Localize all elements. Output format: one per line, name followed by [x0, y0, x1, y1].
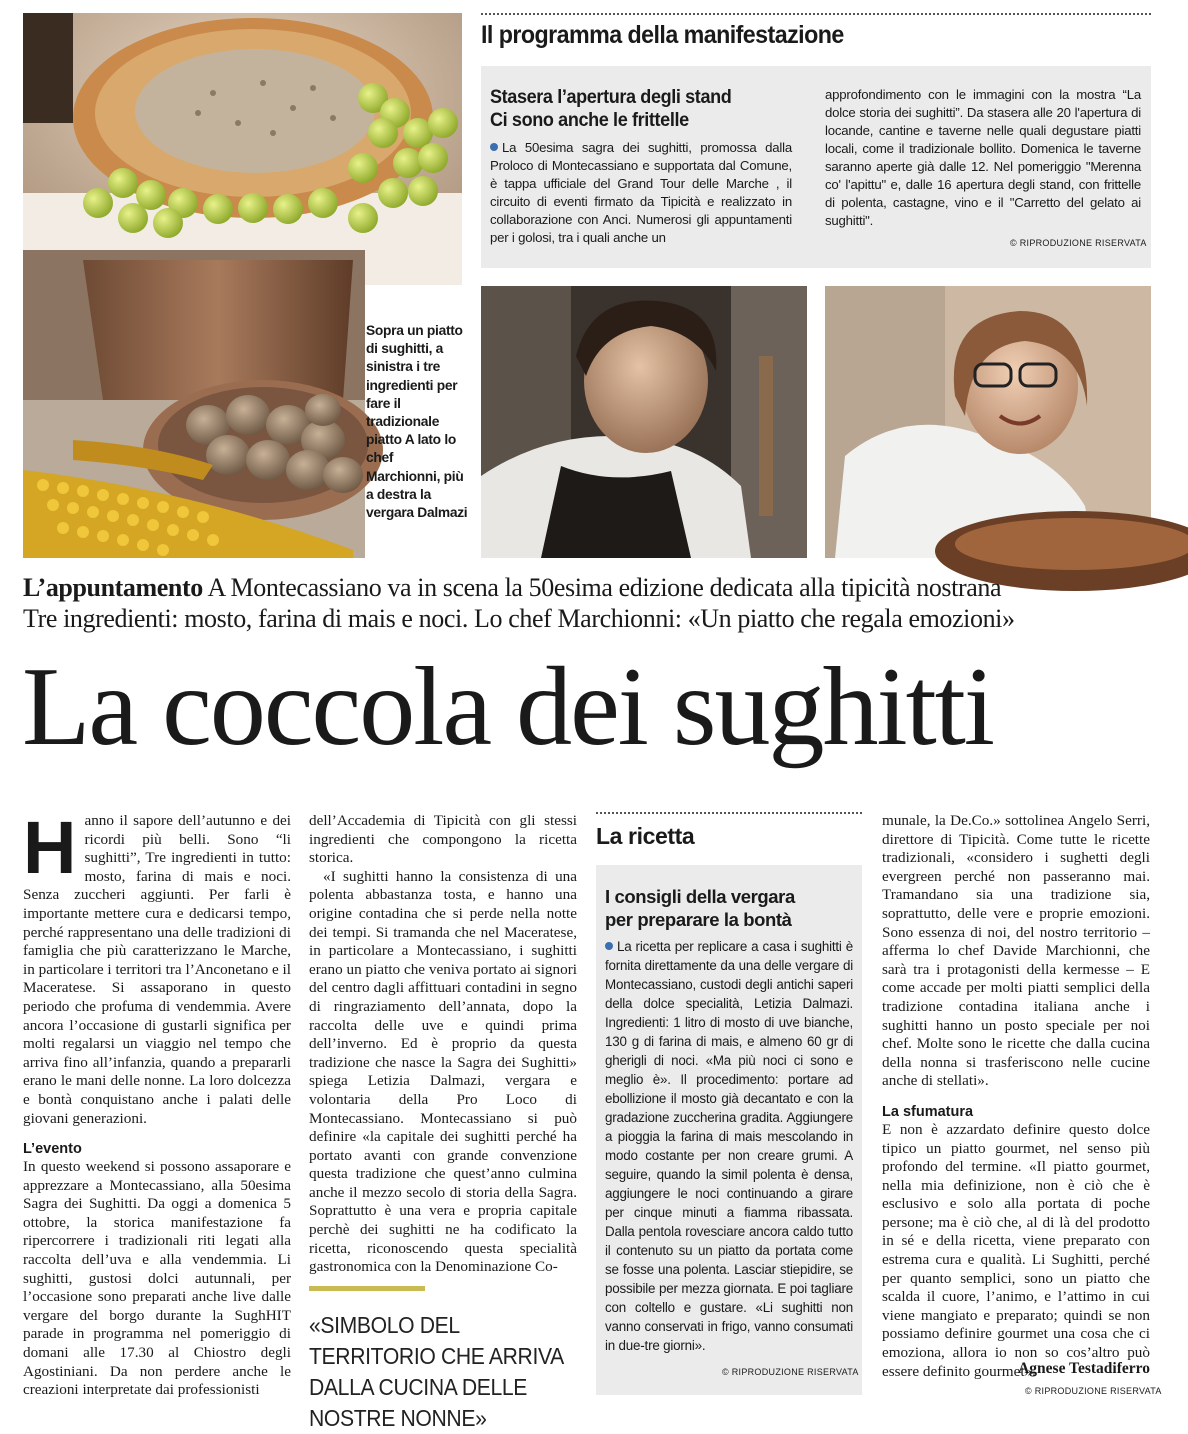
article-col2-p1: dell’Accademia di Tipicità con gli stessi ingredienti che compongono la ricetta storica. — [309, 812, 577, 867]
headline: La coccola dei sughitti — [22, 645, 993, 769]
kicker-label: L’appuntamento — [23, 573, 203, 602]
recipe-copyright: © RIPRODUZIONE RISERVATA — [722, 1367, 859, 1377]
program-heading-rule — [481, 13, 1151, 15]
program-subheading-line-2: Ci sono anche le frittelle — [490, 110, 689, 131]
article-column-2 — [309, 812, 577, 1277]
article-col4-p1: munale, la De.Co.» sottolinea Angelo Serri, direttore di Tipicità. Come tutte le ricette tradizionali, «considero i sughetti degli evergreen perché non passeranno mai. Tramandano sia una tradizione sia, soprattutto, delle vere e proprie emozioni. Sono essenza di noi, del nostro territorio – afferma lo chef Davide Marchionni, che sarà tra i protagonisti della kermesse – E come accade per molti piatti semplici della tradizione contadina italiana anche i sughitti hanno un posto speciale per noi chef. Molte sono le ricette che dalla cucina della nonna si trasferiscono nelle cucine anche di stellati». — [882, 812, 1150, 1090]
photo-ingredients — [23, 250, 365, 558]
photo-caption: Sopra un piatto di sughitti, a sinistra i tre ingredienti per fare il tradizionale piatto A lato lo chef Marchionni, più a destra la vergara Dalmazi — [366, 323, 468, 521]
article-col4-p2: E non è azzardato definire questo dolce tipico un piatto gourmet, nel senso più profondo del termine. «Il piatto gourmet, nella mia definizione, non è ciò che è esclusivo e solo alla portata di poche persone; ma è ciò che, al di là del prodotto in sé e della ricetta, viene preparato con estrema cura e qualità. Li Sughitti, perché per quanto semplici, sono un piatto che scalda il cuore, l’animo, e l’attimo in cui viene mangiato e preparato; quindi se non possiamo definire gourmet una cosa che ci emoziona, allora io non so cos’altro può essere definito gourmet». — [882, 1120, 1150, 1380]
quote-accent-bar — [309, 1286, 425, 1291]
bullet-icon — [605, 942, 613, 950]
recipe-text-body: La ricetta per replicare a casa i sughitti è fornita direttamente da una delle vergare di Montecassiano, custodi degli antichi saperi della dolce specialità, Letizia Dalmazi. Ingredienti: 1 litro di mosto di uve bianche, 130 g di farina di mais, e almeno 60 gr di gherigli di noci. «Ma più noci ci sono e meglio è». Il procedimento: portare ad ebollizione il mosto già decantato e con la gradazione zuccherina gradita. Aggiungere a pioggia la farina di mais mescolando in modo costante per non creare grumi. A seguire, quando la simil polenta è densa, aggiungere le noci continuando a girare per cinque minuti a fiamma ribassata. Dalla pentola rovesciare ancora caldo tutto il contenuto su un piatto da portata come se fosse una polenta. Lasciar stiepidire, se possibile per mezza giornata. E poi tagliare con coltello e gustare. «Li sughitti non vanno conservati in frigo, vanno consumati in due-tre giorni». — [605, 939, 853, 1353]
article-lead-text: anno il sapore dell’autunno e dei ricordi più belli. Sono “li sughitti”, Tre ingredienti in tutto: mosto, farina di mais e noci. Senza zuccheri aggiunti. Per farli è importante mettere cura e dedicarsi tempo, perché rappresentano una delle tradizioni di famiglia che più caratterizzano le Marche, in particolare i territori tra l’Anconetano e il Maceratese. Si assaporano in questo periodo che profuma di vendemmia. Avere ancora l’occasione di gustarli significa per molti regalarsi un viaggio nel tempo che arriva fino all’infanzia, quando a prepararli erano le mani delle nonne. La loro dolcezza e bontà conquistano anche i palati delle giovani generazioni. — [23, 812, 291, 1127]
article-copyright: © RIPRODUZIONE RISERVATA — [1025, 1386, 1162, 1396]
recipe-text — [605, 937, 853, 1355]
photo-chef-marchionni — [481, 286, 807, 558]
program-subheading — [490, 86, 731, 132]
program-col1 — [490, 139, 792, 247]
program-col1-text: La 50esima sagra dei sughitti, promossa dalla Proloco di Montecassiano e supportata dal Comune, è tappa ufficiale del Grand Tour delle Marche , il circuito di eventi firmato da Tipicità e realizzato in collaborazione con Anci. Numerosi gli appuntamenti per i golosi, tra i quali anche un — [490, 140, 792, 245]
article-column-1 — [23, 806, 291, 1400]
program-col2: approfondimento con le immagini con la mostra “La dolce storia dei sughitti”. Da stasera alle 20 l'apertura di locande, cantine e taverne nelle quali degustare piatti locali, come il tradizionale bollito. Domenica le taverne saranno aperte già dalle 12. Nel pomeriggio "Merenna co' l'apittu" e, dalle 16 apertura degli stand, con frittelle di polenta, castagne, vino e il "Carretto del gelato ai sughitti". — [825, 87, 1141, 228]
kicker-line-2: Tre ingredienti: mosto, farina di mais e noci. Lo chef Marchionni: «Un piatto che regala emozioni» — [23, 604, 1015, 633]
article-column-4 — [882, 812, 1150, 1381]
subhead-sfumatura: La sfumatura — [882, 1103, 974, 1120]
program-copyright: © RIPRODUZIONE RISERVATA — [1010, 238, 1147, 248]
article-col2-p2: «I sughitti hanno la consistenza di una polenta abbastanza tosta, e hanno una origine contadina che si perde nella notte dei tempi. Si tramanda che nel Maceratese, in particolare a Montecassiano, i sughitti erano un piatto che veniva portato ai signori del centro dagli affittuari contadini in segno di ringraziamento dell’annata, dopo la raccolta delle uve e quindi prima dell’inverno. Ed è proprio da questa tradizione che nasce la Sagra dei Sughitti» spiega Letizia Dalmazi, vergara e volontaria della Pro Loco di Montecassiano. Montecassiano si può definire «la capitale dei sughitti perché ha portato avanti con grande convenzione questa tradizione che quest’anno culmina anche il mezzo secolo di storia della Sagra. Soprattutto è una vera e propria capitale perchè dei sughitti ne ha codificato la ricetta, riconoscendo questa specialità gastronomica con la Denominazione Co- — [309, 867, 577, 1276]
recipe-heading-rule — [596, 812, 862, 814]
subhead-evento: L’evento — [23, 1141, 82, 1158]
kicker-line-1-text: A Montecassiano va in scena la 50esima edizione dedicata alla tipicità nostrana — [207, 573, 1002, 602]
recipe-subheading-line-2: per preparare la bontà — [605, 909, 792, 930]
photo-vergara-dalmazi — [825, 286, 1151, 558]
article-evento: In questo weekend si possono assaporare e apprezzare a Montecassiano, alla 50esima Sagra dei Sughitti. Da oggi a domenica 5 ottobre, la storica manifestazione fa ripercorrere i tradizionali riti legati alla raccolta dell’uva e alla vendemmia. Li sughitti, gustosi dolci autunnali, per l’occasione sono preparati anche live dalle vergare del borgo durante la SughHIT parade in programma nel pomeriggio di domani alle 17.30 al Chiostro degli Agostiniani. Da non perdere anche le creazioni interpretate dai professionisti — [23, 1158, 291, 1399]
recipe-subheading — [605, 885, 795, 931]
author: Agnese Testadiferro — [1018, 1360, 1150, 1377]
recipe-subheading-line-1: I consigli della vergara — [605, 886, 795, 907]
program-subheading-line-1: Stasera l’apertura degli stand — [490, 87, 732, 108]
program-heading: Il programma della manifestazione — [481, 21, 844, 49]
article-lead — [23, 806, 291, 1128]
photo-sughitti-plate — [23, 13, 462, 285]
dropcap: H — [23, 806, 77, 889]
recipe-heading: La ricetta — [596, 823, 695, 849]
pull-quote: «SIMBOLO DEL TERRITORIO CHE ARRIVA DALLA CUCINA DELLE NOSTRE NONNE» — [309, 1312, 563, 1431]
kicker-line-1 — [23, 572, 1163, 603]
kicker — [23, 572, 1163, 634]
bullet-icon — [490, 143, 498, 151]
